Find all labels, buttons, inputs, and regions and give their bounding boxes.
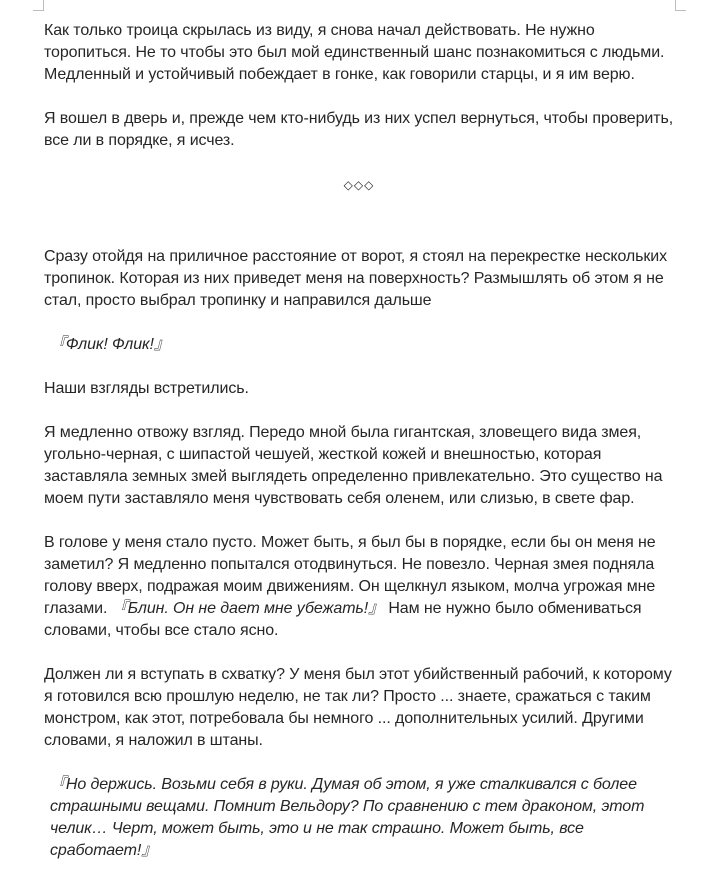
inner-thought-paragraph: 『Но держись. Возьми себя в руки. Думая об этом, я уже сталкивался с более страшными вещами. Помнит Вельдору? По сравнению с тем драконом, этот челик… Черт, может быть, это и не так страшно. Может быть, все сработает!』	[50, 776, 645, 859]
paragraph-3: Сразу отойдя на приличное расстояние от ворот, я стоял на перекрестке нескольких тропинок. Которая из них приведет меня на поверхность? Размышлять об этом я не стал, просто выбрал тропинку и направился дальше	[44, 248, 668, 309]
paragraph-6: Я медленно отвожу взгляд. Передо мной была гигантская, зловещего вида змея, угольно-черная, с шипастой чешуей, жесткой кожей и внешностью, которая заставляла земных змей выглядеть определенно привлекательно. Это существо на моем пути заставляло меня чувствовать себя оленем, или слизью, в свете фар.	[44, 424, 663, 507]
paragraph-5: Наши взгляды встретились.	[44, 380, 249, 397]
paragraph-7-text-a: В голове у меня стало пусто. Может быть, я был бы в порядке, если бы он меня не заметил? Я медленно попытался отодвинуться. Не повезло. Черная змея подняла голову вверх, подражая моим движениям. Он щелкнул языком, молча угрожая мне глазами.	[44, 534, 656, 617]
margin-corner-mark-right	[675, 0, 686, 11]
paragraph-2: Я вошел в дверь и, прежде чем кто-нибудь из них успел вернуться, чтобы проверить, все ли в порядке, я исчез.	[44, 110, 674, 149]
sound-effect-line: 『Флик! Флик!』	[50, 336, 170, 353]
paragraph-8: Должен ли я вступать в схватку? У меня был этот убийственный рабочий, к которому я готовился всю прошлую неделю, не так ли? Просто ... знаете, сражаться с таким монстром, как этот, потребовала бы немного ... дополнительных усилий. Другими словами, я наложил в штаны.	[44, 666, 672, 749]
document-body	[44, 20, 674, 884]
margin-corner-mark-left	[33, 0, 44, 11]
paragraph-7-thought: 『Блин. Он не дает мне убежать!』	[111, 600, 384, 617]
paragraph-7-text-b: Нам не нужно было обмениваться словами, чтобы все стало ясно.	[44, 600, 642, 639]
paragraph-1: Как только троица скрылась из виду, я снова начал действовать. Не нужно торопиться. Не то чтобы это был мой единственный шанс познакомиться с людьми. Медленный и устойчивый побеждает в гонке, как говорили старцы, и я им верю.	[44, 22, 665, 83]
paragraph-7	[44, 532, 674, 642]
section-separator: ◇◇◇	[343, 178, 375, 192]
